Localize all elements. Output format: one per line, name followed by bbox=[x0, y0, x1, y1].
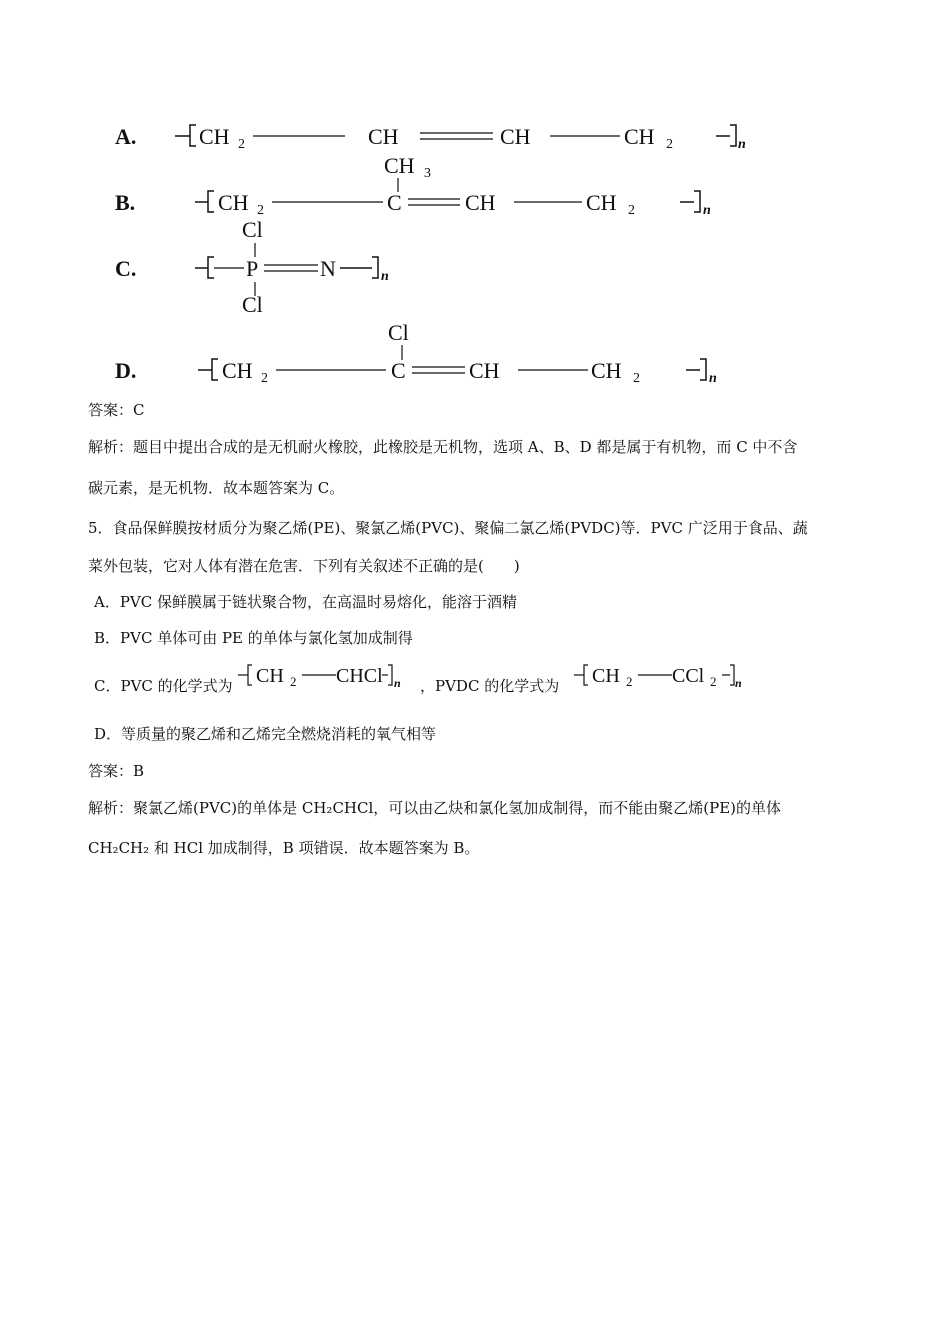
svg-text:n: n bbox=[703, 203, 711, 218]
svg-text:CH: CH bbox=[218, 190, 249, 215]
polymer-structures-figure bbox=[0, 100, 950, 390]
svg-text:CH: CH bbox=[256, 665, 284, 687]
svg-text:n: n bbox=[381, 269, 389, 284]
svg-text:2: 2 bbox=[257, 203, 264, 218]
svg-text:n: n bbox=[709, 371, 717, 386]
svg-text:CH: CH bbox=[222, 358, 253, 383]
svg-text:CH: CH bbox=[624, 124, 655, 149]
svg-text:2: 2 bbox=[666, 137, 673, 152]
svg-text:2: 2 bbox=[238, 137, 245, 152]
svg-text:CH: CH bbox=[500, 124, 531, 149]
svg-text:2: 2 bbox=[261, 371, 268, 386]
q5-answer: 答案：B bbox=[88, 762, 145, 780]
svg-text:3: 3 bbox=[424, 166, 431, 181]
structure-a bbox=[115, 124, 746, 152]
structure-d bbox=[115, 320, 717, 386]
svg-text:CH: CH bbox=[586, 190, 617, 215]
structure-d-label: D. bbox=[115, 358, 137, 383]
q4-analysis-line-1: 解析：题目中提出合成的是无机耐火橡胶，此橡胶是无机物，选项 A、B、D 都是属于有机物，而 C 中不含 bbox=[88, 438, 798, 456]
pvc-formula bbox=[236, 660, 416, 694]
svg-text:CCl: CCl bbox=[672, 665, 705, 687]
svg-text:2: 2 bbox=[290, 674, 297, 689]
structure-b-label: B. bbox=[115, 190, 136, 215]
q5-analysis-line-2: CH₂CH₂ 和 HCl 加成制得，B 项错误．故本题答案为 B。 bbox=[88, 839, 480, 857]
structure-b-substituent: CH bbox=[384, 153, 415, 178]
q5-option-c-mid: ，PVDC 的化学式为 bbox=[420, 677, 560, 695]
svg-text:N: N bbox=[320, 256, 336, 281]
svg-text:n: n bbox=[735, 676, 742, 690]
pvdc-formula bbox=[572, 660, 752, 694]
svg-text:2: 2 bbox=[628, 203, 635, 218]
svg-text:CH: CH bbox=[469, 358, 500, 383]
svg-text:CHCl: CHCl bbox=[336, 665, 383, 687]
svg-text:CH: CH bbox=[591, 358, 622, 383]
svg-text:2: 2 bbox=[710, 674, 717, 689]
svg-text:n: n bbox=[394, 676, 401, 690]
q5-option-b: B．PVC 单体可由 PE 的单体与氯化氢加成制得 bbox=[94, 629, 413, 647]
q5-option-a: A．PVC 保鲜膜属于链状聚合物，在高温时易熔化，能溶于酒精 bbox=[94, 593, 518, 611]
svg-text:Cl: Cl bbox=[242, 217, 263, 242]
svg-text:2: 2 bbox=[633, 371, 640, 386]
structure-c-label: C. bbox=[115, 256, 137, 281]
structure-a-ch: CH bbox=[199, 124, 230, 149]
svg-text:n: n bbox=[738, 137, 746, 152]
svg-text:P: P bbox=[246, 256, 259, 281]
q5-option-d: D．等质量的聚乙烯和乙烯完全燃烧消耗的氧气相等 bbox=[94, 725, 437, 743]
q5-stem-line-2: 菜外包装，它对人体有潜在危害．下列有关叙述不正确的是( ) bbox=[88, 557, 520, 575]
structure-a-label: A. bbox=[115, 124, 137, 149]
q5-stem-line-1: 5．食品保鲜膜按材质分为聚乙烯(PE)、聚氯乙烯(PVC)、聚偏二氯乙烯(PVDC)等．PVC 广泛用于食品、蔬 bbox=[88, 519, 808, 537]
q4-answer: 答案：C bbox=[88, 401, 145, 419]
structure-d-substituent: Cl bbox=[388, 320, 409, 345]
svg-text:CH: CH bbox=[368, 124, 399, 149]
svg-text:C: C bbox=[387, 190, 402, 215]
q4-analysis-line-2: 碳元素，是无机物．故本题答案为 C。 bbox=[88, 479, 345, 497]
svg-text:CH: CH bbox=[592, 665, 620, 687]
svg-text:C: C bbox=[391, 358, 406, 383]
svg-text:2: 2 bbox=[626, 674, 633, 689]
structure-b bbox=[115, 153, 711, 218]
svg-text:Cl: Cl bbox=[242, 292, 263, 317]
q5-analysis-line-1: 解析：聚氯乙烯(PVC)的单体是 CH₂CHCl，可以由乙炔和氯化氢加成制得，而不能由聚乙烯(PE)的单体 bbox=[88, 799, 782, 817]
svg-text:CH: CH bbox=[465, 190, 496, 215]
structure-c bbox=[115, 217, 389, 317]
q5-option-c-prefix: C．PVC 的化学式为 bbox=[94, 677, 233, 695]
